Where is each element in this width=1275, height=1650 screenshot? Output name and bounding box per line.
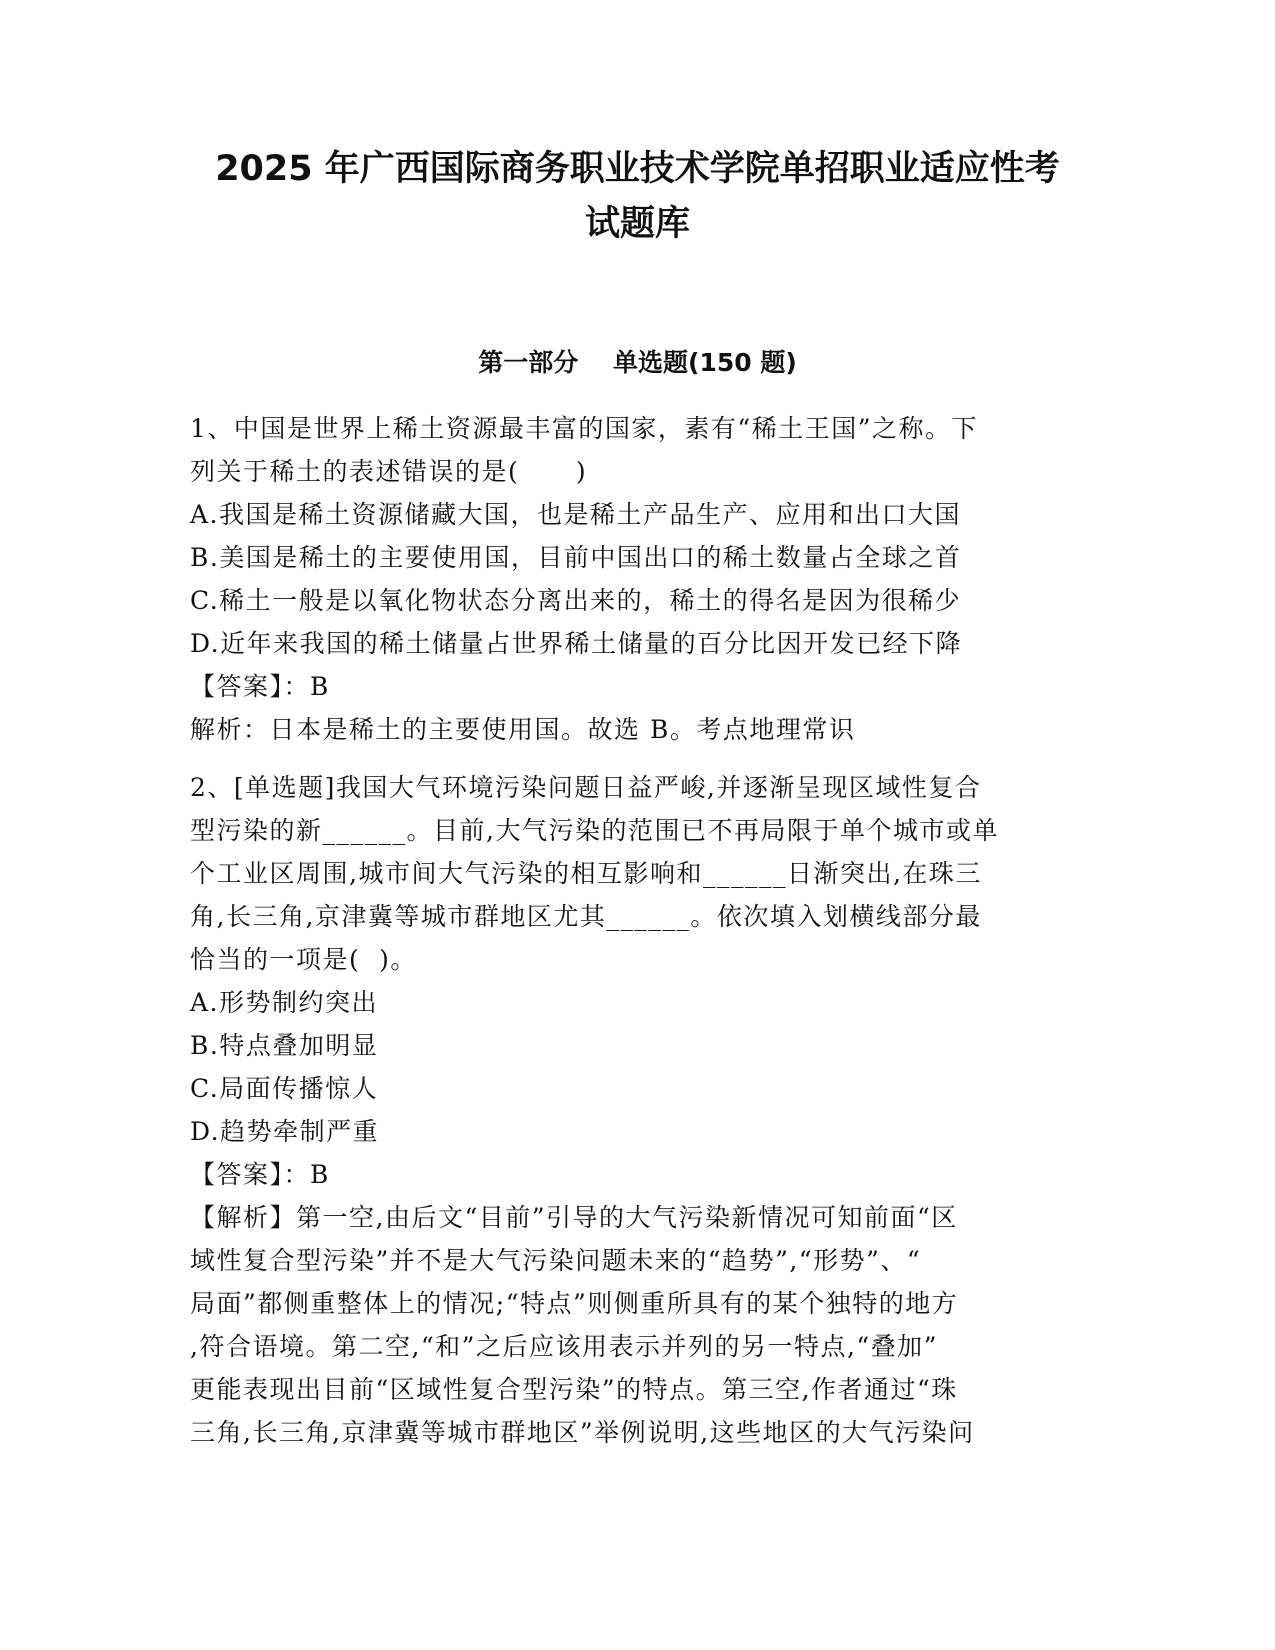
answer-line: 【答案】：B: [190, 1160, 330, 1189]
option-a: A.形势制约突出: [190, 988, 379, 1017]
analysis-line: 局面”都侧重整体上的情况;“特点”则侧重所具有的某个独特的地方: [190, 1289, 959, 1318]
question-stem-line: 型污染的新______。目前,大气污染的范围已不再局限于单个城市或单: [190, 816, 999, 845]
question-stem-line: 2、[单选题]我国大气环境污染问题日益严峻,并逐渐呈现区域性复合: [190, 773, 982, 802]
question-stem-line: 角,长三角,京津冀等城市群地区尤其______。依次填入划横线部分最: [190, 902, 982, 931]
document-title-line-1: 2025 年广西国际商务职业技术学院单招职业适应性考: [215, 149, 1060, 189]
option-b: B.特点叠加明显: [190, 1031, 379, 1060]
analysis-line: 【解析】第一空,由后文“目前”引导的大气污染新情况可知前面“区: [190, 1203, 958, 1232]
analysis-line: 三角,长三角,京津冀等城市群地区”举例说明,这些地区的大气污染问: [190, 1418, 975, 1447]
document-title-line-2: 试题库: [584, 204, 690, 244]
question-list: [190, 407, 1080, 1454]
analysis-line: 域性复合型污染”并不是大气污染问题未来的“趋势”,“形势”、“: [190, 1246, 922, 1275]
option-d: D.趋势牵制严重: [190, 1117, 380, 1146]
analysis-line: 解析：日本是稀土的主要使用国。故选 B。考点地理常识: [190, 715, 856, 744]
option-c: C.局面传播惊人: [190, 1074, 379, 1103]
question-1: [190, 407, 1080, 751]
question-stem-line: 恰当的一项是( )。: [190, 945, 417, 974]
analysis-line: ,符合语境。第二空,“和”之后应该用表示并列的另一特点,“叠加”: [190, 1332, 938, 1361]
section-heading: 第一部分 单选题(150 题): [478, 348, 797, 377]
answer-line: 【答案】：B: [190, 672, 330, 701]
option-b: B.美国是稀土的主要使用国，目前中国出口的稀土数量占全球之首: [190, 543, 962, 572]
question-2: [190, 766, 1080, 1454]
question-stem-line: 个工业区周围,城市间大气污染的相互影响和______日渐突出,在珠三: [190, 859, 982, 888]
analysis-line: 更能表现出目前“区域性复合型污染”的特点。第三空,作者通过“珠: [190, 1375, 958, 1404]
document-title: [150, 142, 1125, 252]
question-stem-line: 1、中国是世界上稀土资源最丰富的国家，素有“稀土王国”之称。下: [190, 414, 978, 443]
question-spacer: [190, 751, 1080, 766]
option-c: C.稀土一般是以氧化物状态分离出来的，稀土的得名是因为很稀少: [190, 586, 962, 615]
question-stem-line: 列关于稀土的表述错误的是( ): [190, 457, 588, 486]
option-a: A.我国是稀土资源储藏大国，也是稀土产品生产、应用和出口大国: [190, 500, 962, 529]
option-d: D.近年来我国的稀土储量占世界稀土储量的百分比因开发已经下降: [190, 629, 963, 658]
